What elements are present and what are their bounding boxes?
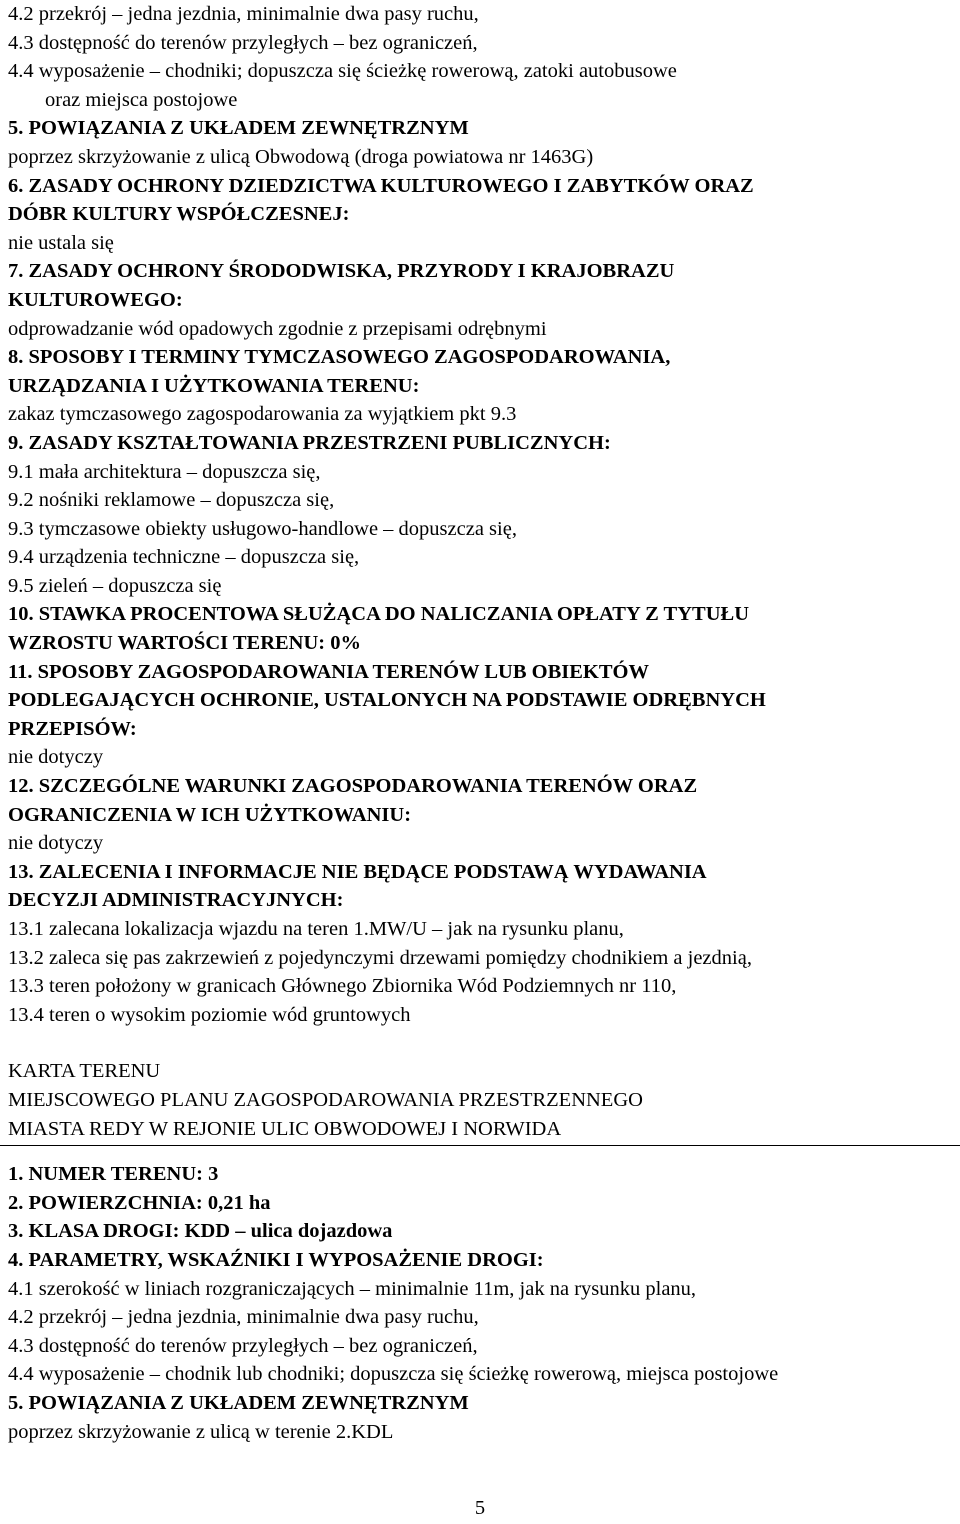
card-title-line: MIEJSCOWEGO PLANU ZAGOSPODAROWANIA PRZESTRZENNEGO: [8, 1088, 643, 1111]
section-heading-line: URZĄDZANIA I UŻYTKOWANIA TERENU:: [8, 374, 420, 397]
card-title-line: KARTA TERENU: [8, 1060, 161, 1083]
section-heading-line: 9. ZASADY KSZTAŁTOWANIA PRZESTRZENI PUBLICZNYCH:: [8, 431, 611, 454]
section-heading-line: DÓBR KULTURY WSPÓŁCZESNEJ:: [8, 203, 350, 226]
spacer: [8, 1029, 956, 1057]
section-heading-line: 10. STAWKA PROCENTOWA SŁUŻĄCA DO NALICZANIA OPŁATY Z TYTUŁU: [8, 603, 749, 626]
text-line: 4.1 szerokość w liniach rozgraniczających – minimalnie 11m, jak na rysunku planu,: [8, 1277, 697, 1300]
page-number: 5: [474, 1497, 486, 1519]
section-heading-line: 3. KLASA DROGI: KDD – ulica dojazdowa: [8, 1220, 393, 1243]
section-heading-line: 1. NUMER TERENU: 3: [8, 1163, 219, 1186]
section-heading-line: 12. SZCZEGÓLNE WARUNKI ZAGOSPODAROWANIA TERENÓW ORAZ: [8, 775, 698, 798]
card-title-block: [8, 1057, 956, 1143]
section-heading-line: 7. ZASADY OCHRONY ŚRODODWISKA, PRZYRODY I KRAJOBRAZU: [8, 260, 675, 283]
text-line: 13.3 teren położony w granicach Głównego Zbiornika Wód Podziemnych nr 110,: [8, 975, 677, 998]
section-heading-line: WZROSTU WARTOŚCI TERENU: 0%: [8, 632, 361, 655]
section-heading-line: 4. PARAMETRY, WSKAŹNIKI I WYPOSAŻENIE DROGI:: [8, 1248, 544, 1271]
section-heading-line: OGRANICZENIA W ICH UŻYTKOWANIU:: [8, 803, 412, 826]
section-heading-line: PRZEPISÓW:: [8, 717, 137, 740]
section-heading-line: 11. SPOSOBY ZAGOSPODAROWANIA TERENÓW LUB OBIEKTÓW: [8, 660, 649, 683]
text-line: 13.2 zaleca się pas zakrzewień z pojedynczymi drzewami pomiędzy chodnikiem a jezdnią,: [8, 946, 752, 969]
text-line: odprowadzanie wód opadowych zgodnie z przepisami odrębnymi: [8, 317, 547, 340]
text-line: 4.4 wyposażenie – chodniki; dopuszcza się ścieżkę rowerową, zatoki autobusowe: [8, 60, 677, 83]
text-line: oraz miejsca postojowe: [45, 88, 238, 111]
text-line: 9.4 urządzenia techniczne – dopuszcza się,: [8, 546, 360, 569]
text-line: nie ustala się: [8, 231, 114, 254]
horizontal-rule: [0, 1145, 960, 1146]
card-title-line: MIASTA REDY W REJONIE ULIC OBWODOWEJ I NORWIDA: [8, 1117, 562, 1140]
section-heading-line: DECYZJI ADMINISTRACYJNYCH:: [8, 889, 344, 912]
section-heading-line: PODLEGAJĄCYCH OCHRONIE, USTALONYCH NA PODSTAWIE ODRĘBNYCH: [8, 689, 766, 712]
text-line: 4.4 wyposażenie – chodnik lub chodniki; dopuszcza się ścieżkę rowerową, miejsca postojowe: [8, 1363, 779, 1386]
document-page: [8, 0, 956, 1446]
text-line: poprzez skrzyżowanie z ulicą Obwodową (droga powiatowa nr 1463G): [8, 145, 594, 168]
section-heading-line: KULTUROWEGO:: [8, 288, 183, 311]
bottom-section: [8, 1160, 956, 1446]
section-heading-line: 8. SPOSOBY I TERMINY TYMCZASOWEGO ZAGOSPODAROWANIA,: [8, 346, 671, 369]
text-line: 9.3 tymczasowe obiekty usługowo-handlowe – dopuszcza się,: [8, 517, 517, 540]
text-line: 13.1 zalecana lokalizacja wjazdu na teren 1.MW/U – jak na rysunku planu,: [8, 918, 624, 940]
text-line: 13.4 teren o wysokim poziomie wód gruntowych: [8, 1003, 411, 1026]
text-line: 4.3 dostępność do terenów przyległych – bez ograniczeń,: [8, 1334, 478, 1357]
section-heading-line: 6. ZASADY OCHRONY DZIEDZICTWA KULTUROWEGO I ZABYTKÓW ORAZ: [8, 174, 754, 197]
section-heading-line: 2. POWIERZCHNIA: 0,21 ha: [8, 1191, 271, 1214]
text-line: 9.2 nośniki reklamowe – dopuszcza się,: [8, 489, 335, 512]
text-line: 4.3 dostępność do terenów przyległych – bez ograniczeń,: [8, 31, 478, 54]
text-line: 9.1 mała architektura – dopuszcza się,: [8, 460, 321, 483]
section-heading-line: 5. POWIĄZANIA Z UKŁADEM ZEWNĘTRZNYM: [8, 1391, 469, 1414]
section-heading-line: 5. POWIĄZANIA Z UKŁADEM ZEWNĘTRZNYM: [8, 117, 469, 140]
text-line: poprzez skrzyżowanie z ulicą w terenie 2.KDL: [8, 1420, 394, 1443]
text-line: nie dotyczy: [8, 832, 104, 855]
top-section: [8, 0, 956, 1029]
section-heading-line: 13. ZALECENIA I INFORMACJE NIE BĘDĄCE PODSTAWĄ WYDAWANIA: [8, 860, 707, 883]
text-line: 4.2 przekrój – jedna jezdnia, minimalnie dwa pasy ruchu,: [8, 1306, 479, 1329]
text-line: 9.5 zieleń – dopuszcza się: [8, 574, 222, 597]
text-line: nie dotyczy: [8, 746, 104, 769]
text-line: 4.2 przekrój – jedna jezdnia, minimalnie dwa pasy ruchu,: [8, 3, 479, 25]
text-line: zakaz tymczasowego zagospodarowania za wyjątkiem pkt 9.3: [8, 403, 517, 426]
